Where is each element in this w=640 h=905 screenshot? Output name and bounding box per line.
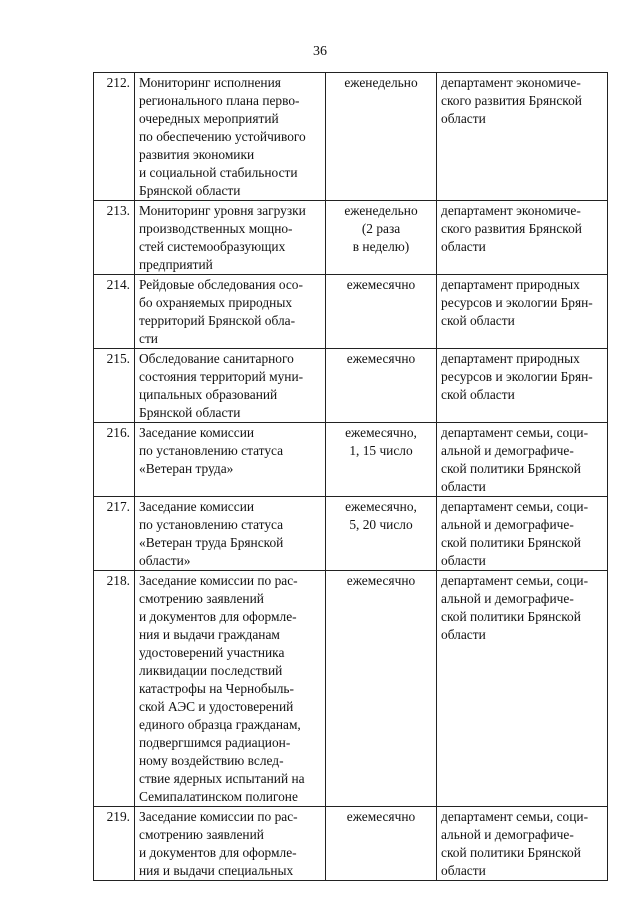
task-cell (135, 423, 326, 497)
period-cell (326, 807, 437, 881)
row-number: 212. (94, 73, 135, 201)
task-cell (135, 349, 326, 423)
table-row (94, 571, 608, 807)
task-cell-line: ликвидации последствий (139, 663, 283, 678)
task-cell-line: ской АЭС и удостоверений (139, 699, 294, 714)
task-cell (135, 807, 326, 881)
task-cell-line: по обеспечению устойчивого (139, 129, 306, 144)
period-cell-line: еженедельно (344, 203, 418, 218)
responsible-cell-line: ской области (441, 313, 515, 328)
task-cell (135, 497, 326, 571)
responsible-cell (437, 807, 608, 881)
task-cell-line: развития экономики (139, 147, 255, 162)
task-cell (135, 571, 326, 807)
period-cell-line: ежемесячно (346, 351, 416, 366)
responsible-cell-line: ской политики Брянской (441, 609, 581, 624)
period-cell-line: 1, 15 число (349, 443, 413, 458)
responsible-cell-line: департамент природных (441, 351, 580, 366)
period-cell-line: еженедельно (344, 75, 418, 90)
task-cell-line: «Ветеран труда» (139, 461, 234, 476)
row-number: 218. (94, 571, 135, 807)
responsible-cell-line: области (441, 111, 486, 126)
task-cell-line: ния и выдачи гражданам (139, 627, 280, 642)
table-body (94, 73, 608, 881)
period-cell-line: 5, 20 число (349, 517, 413, 532)
task-cell (135, 275, 326, 349)
task-cell-line: и документов для оформле- (139, 845, 297, 860)
task-cell-line: смотрению заявлений (139, 591, 264, 606)
responsible-cell-line: области (441, 627, 486, 642)
task-cell-line: Заседание комиссии (139, 425, 255, 440)
row-number: 215. (94, 349, 135, 423)
responsible-cell-line: ского развития Брянской (441, 93, 582, 108)
task-cell-line: Мониторинг исполнения (139, 75, 281, 90)
period-cell (326, 349, 437, 423)
task-cell-line: смотрению заявлений (139, 827, 264, 842)
task-cell (135, 201, 326, 275)
task-cell-line: регионального плана перво- (139, 93, 300, 108)
row-number: 214. (94, 275, 135, 349)
responsible-cell-line: ресурсов и экологии Брян- (441, 295, 593, 310)
responsible-cell-line: альной и демографиче- (441, 517, 574, 532)
responsible-cell-line: области (441, 239, 486, 254)
period-cell-line: в неделю) (352, 239, 410, 254)
period-cell-line: ежемесячно, (345, 425, 417, 440)
period-cell (326, 423, 437, 497)
table-row (94, 201, 608, 275)
responsible-cell (437, 275, 608, 349)
task-cell-line: по установлению статуса (139, 443, 284, 458)
task-cell-line: Заседание комиссии по рас- (139, 573, 298, 588)
table-row (94, 423, 608, 497)
row-number: 216. (94, 423, 135, 497)
responsible-cell-line: ского развития Брянской (441, 221, 582, 236)
period-cell-line: ежемесячно, (345, 499, 417, 514)
task-cell-line: Заседание комиссии (139, 499, 255, 514)
responsible-cell-line: области (441, 553, 486, 568)
period-cell (326, 275, 437, 349)
responsible-cell-line: ской политики Брянской (441, 535, 581, 550)
responsible-cell-line: альной и демографиче- (441, 443, 574, 458)
period-cell (326, 571, 437, 807)
task-cell-line: области» (139, 553, 191, 568)
responsible-cell-line: ской политики Брянской (441, 461, 581, 476)
task-cell-line: подвергшимся радиацион- (139, 735, 291, 750)
task-cell-line: производственных мощно- (139, 221, 293, 236)
task-cell-line: единого образца гражданам, (139, 717, 301, 732)
task-cell-line: по установлению статуса (139, 517, 284, 532)
period-cell-line: ежемесячно (346, 573, 416, 588)
task-cell-line: состояния территорий муни- (139, 369, 304, 384)
table-row (94, 275, 608, 349)
task-cell-line: предприятий (139, 257, 213, 272)
responsible-cell-line: альной и демографиче- (441, 827, 574, 842)
responsible-cell-line: департамент семьи, соци- (441, 573, 589, 588)
task-cell-line: очередных мероприятий (139, 111, 279, 126)
table-row (94, 807, 608, 881)
responsible-cell (437, 497, 608, 571)
task-cell-line: Брянской области (139, 405, 241, 420)
task-cell-line: ния и выдачи специальных (139, 863, 294, 878)
task-cell-line: удостоверений участника (139, 645, 285, 660)
responsible-cell (437, 571, 608, 807)
period-cell-line: ежемесячно (346, 277, 416, 292)
task-cell-line: Заседание комиссии по рас- (139, 809, 298, 824)
period-cell (326, 73, 437, 201)
task-cell-line: Мониторинг уровня загрузки (139, 203, 306, 218)
responsible-cell-line: департамент семьи, соци- (441, 499, 589, 514)
responsible-cell-line: департамент экономиче- (441, 203, 581, 218)
responsible-cell (437, 201, 608, 275)
responsible-cell-line: области (441, 863, 486, 878)
responsible-cell-line: департамент семьи, соци- (441, 425, 589, 440)
task-cell-line: катастрофы на Чернобыль- (139, 681, 294, 696)
task-cell-line: Рейдовые обследования осо- (139, 277, 303, 292)
task-cell-line: Обследование санитарного (139, 351, 294, 366)
row-number: 219. (94, 807, 135, 881)
responsible-cell-line: области (441, 479, 486, 494)
period-cell-line: (2 раза (361, 221, 401, 236)
task-cell-line: сти (139, 331, 158, 346)
task-cell-line: территорий Брянской обла- (139, 313, 296, 328)
responsible-cell (437, 423, 608, 497)
period-cell (326, 201, 437, 275)
responsible-cell-line: альной и демографиче- (441, 591, 574, 606)
responsible-cell (437, 73, 608, 201)
responsible-cell-line: ской политики Брянской (441, 845, 581, 860)
responsible-cell-line: ской области (441, 387, 515, 402)
responsible-cell-line: департамент семьи, соци- (441, 809, 589, 824)
task-cell-line: Брянской области (139, 183, 241, 198)
task-cell-line: ному воздействию вслед- (139, 753, 284, 768)
page-number: 36 (313, 44, 327, 59)
responsible-cell-line: департамент природных (441, 277, 580, 292)
table-row (94, 73, 608, 201)
task-cell-line: ствие ядерных испытаний на (139, 771, 305, 786)
task-cell-line: и документов для оформле- (139, 609, 297, 624)
task-cell-line: и социальной стабильности (139, 165, 298, 180)
row-number: 213. (94, 201, 135, 275)
table-row (94, 497, 608, 571)
responsible-cell (437, 349, 608, 423)
task-cell-line: ципальных образований (139, 387, 278, 402)
period-cell (326, 497, 437, 571)
task-cell-line: стей системообразующих (139, 239, 286, 254)
task-cell (135, 73, 326, 201)
period-cell-line: ежемесячно (346, 809, 416, 824)
table-row (94, 349, 608, 423)
schedule-table (93, 72, 608, 881)
task-cell-line: Семипалатинском полигоне (139, 789, 298, 804)
task-cell-line: бо охраняемых природных (139, 295, 293, 310)
responsible-cell-line: департамент экономиче- (441, 75, 581, 90)
row-number: 217. (94, 497, 135, 571)
task-cell-line: «Ветеран труда Брянской (139, 535, 284, 550)
responsible-cell-line: ресурсов и экологии Брян- (441, 369, 593, 384)
